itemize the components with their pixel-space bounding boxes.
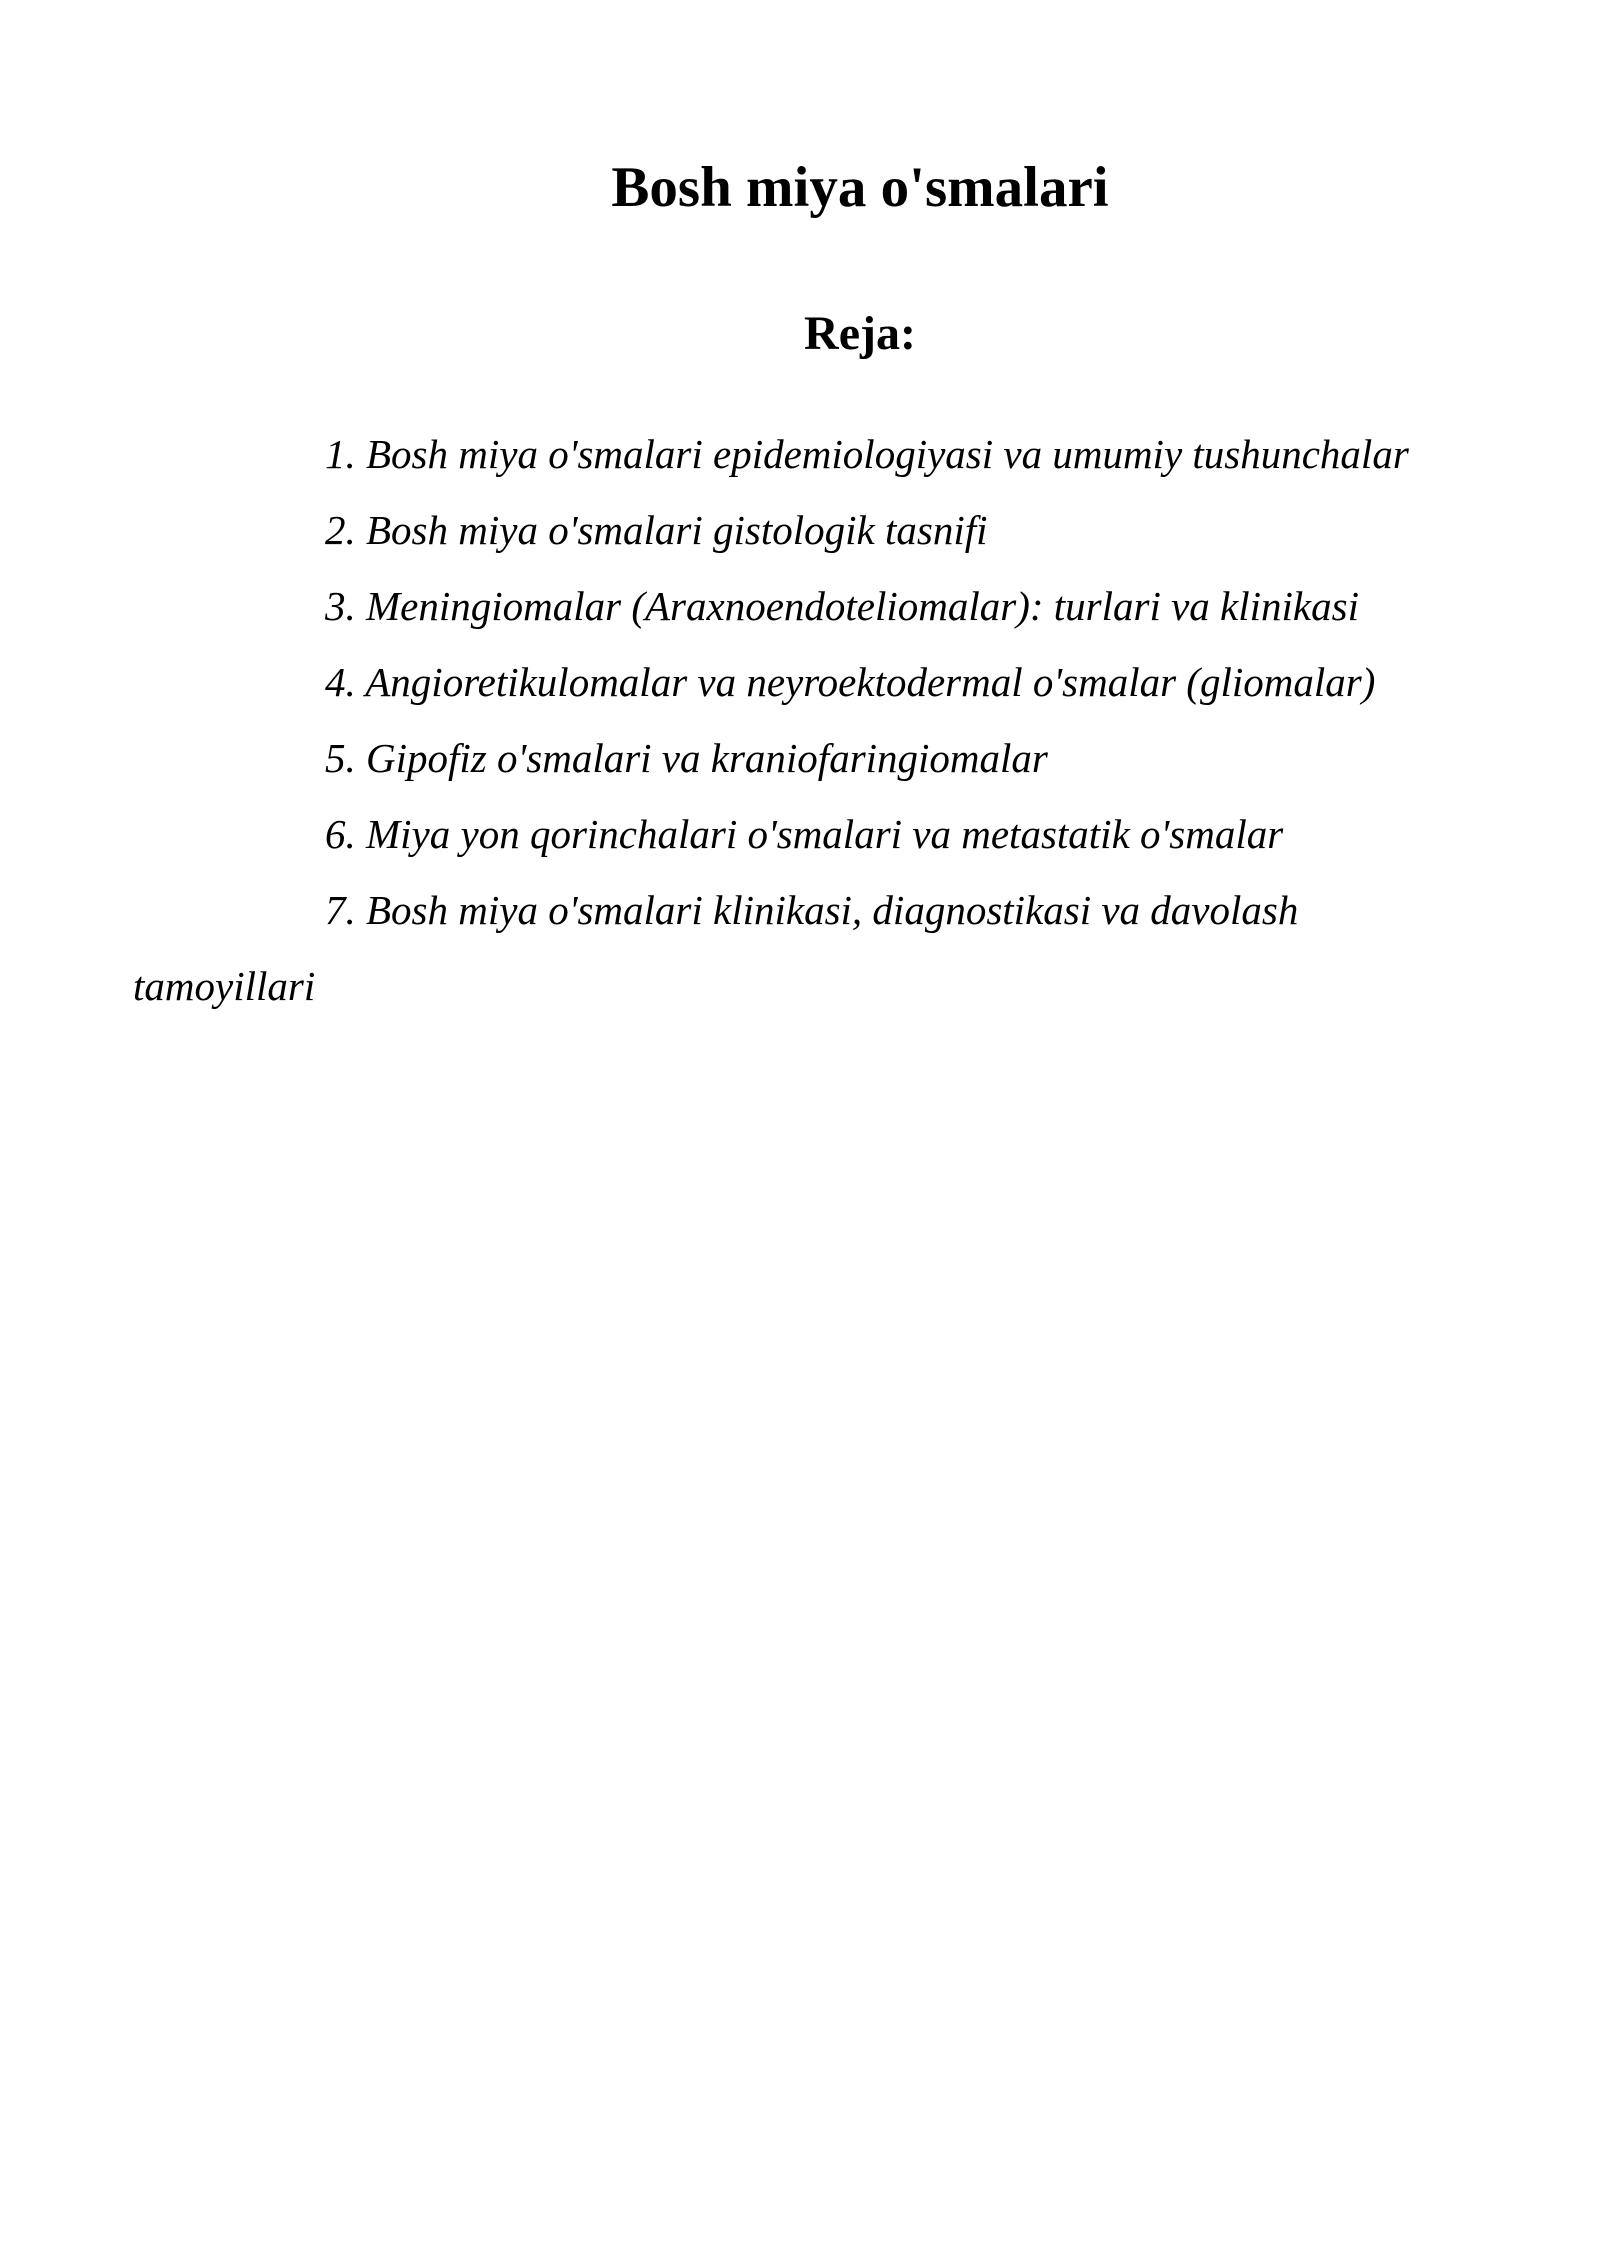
plan-item-3 bbox=[133, 568, 1529, 644]
plan-item-6 bbox=[133, 796, 1529, 872]
plan-item-text: 2. Bosh miya o'smalari gistologik tasnifi bbox=[325, 507, 988, 553]
plan-item-text: 5. Gipofiz o'smalari va kraniofaringiomalar bbox=[325, 735, 1048, 781]
plan-item-5 bbox=[133, 720, 1529, 796]
plan-item-text: 4. Angioretikulomalar va neyroektodermal o'smalar (gliomalar) bbox=[325, 659, 1376, 705]
plan-item-7 bbox=[133, 872, 1529, 1024]
plan-item-text: 1. Bosh miya o'smalari epidemiologiyasi va umumiy tushunchalar bbox=[325, 431, 1409, 477]
plan-item-text: 7. Bosh miya o'smalari klinikasi, diagnostikasi va davolash bbox=[325, 887, 1299, 933]
plan-item-7-continuation: tamoyillari bbox=[133, 963, 316, 1009]
plan-item-text: 3. Meningiomalar (Araxnoendoteliomalar): turlari va klinikasi bbox=[325, 583, 1359, 629]
plan-list bbox=[133, 416, 1529, 1024]
plan-heading: Reja: bbox=[804, 307, 916, 360]
plan-item-text: 6. Miya yon qorinchalari o'smalari va metastatik o'smalar bbox=[325, 811, 1284, 857]
document-title: Bosh miya o'smalari bbox=[611, 156, 1109, 219]
plan-item-1 bbox=[133, 416, 1529, 492]
plan-item-4 bbox=[133, 644, 1529, 720]
plan-item-2 bbox=[133, 492, 1529, 568]
